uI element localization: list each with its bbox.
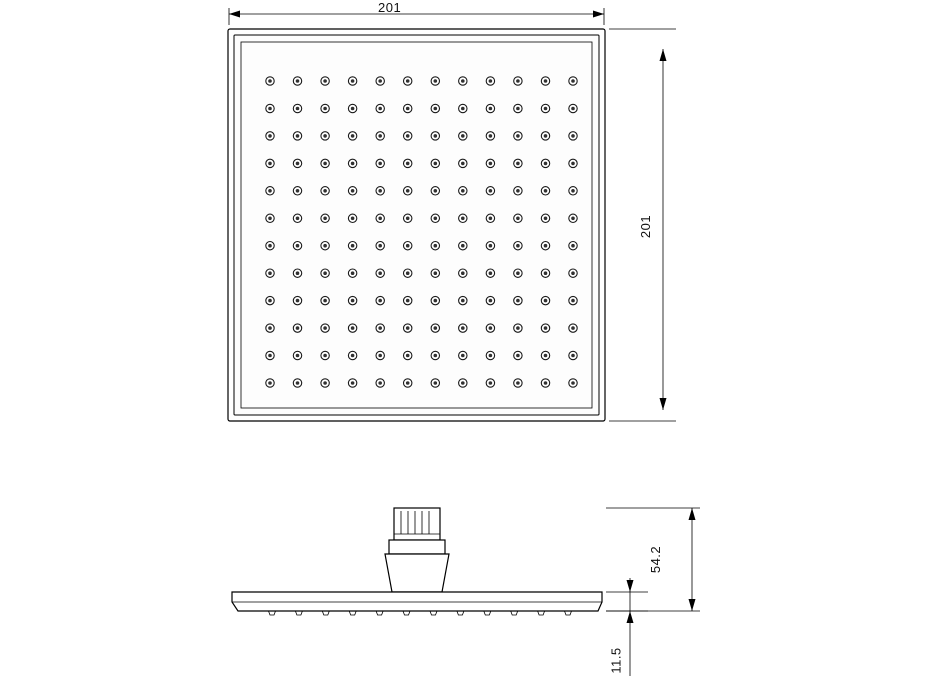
nozzle-hole xyxy=(461,107,465,111)
nozzle-hole xyxy=(516,217,520,221)
nozzle-hole xyxy=(378,189,382,193)
nozzle-hole xyxy=(544,217,548,221)
nozzle-hole xyxy=(406,79,410,83)
nozzle-hole xyxy=(323,326,327,330)
nozzle-hole xyxy=(544,271,548,275)
nozzle-hole xyxy=(571,79,575,83)
nozzle-hole xyxy=(544,326,548,330)
nozzle-hole xyxy=(571,299,575,303)
nozzle-hole xyxy=(351,381,355,385)
nozzle-hole xyxy=(489,244,493,248)
nozzle-hole xyxy=(571,217,575,221)
arrow-depth-top xyxy=(689,508,696,520)
nozzle-hole xyxy=(378,162,382,166)
nozzle-hole xyxy=(323,217,327,221)
nozzle-hole xyxy=(461,134,465,138)
arrow-width-right xyxy=(593,11,604,18)
nozzle-hole xyxy=(378,217,382,221)
nozzle-hole xyxy=(571,189,575,193)
nozzle-hole xyxy=(378,107,382,111)
nozzle-hole xyxy=(378,134,382,138)
nozzle-hole xyxy=(461,162,465,166)
nozzle-hole xyxy=(489,217,493,221)
nozzle-hole xyxy=(351,189,355,193)
nozzle-hole xyxy=(544,354,548,358)
nozzle-hole xyxy=(489,271,493,275)
nozzle-hole xyxy=(434,354,438,358)
nozzle-hole xyxy=(351,244,355,248)
nozzle-hole xyxy=(351,326,355,330)
arrow-thickness-top xyxy=(627,580,634,592)
nozzle-hole xyxy=(323,271,327,275)
nozzle-hole xyxy=(434,299,438,303)
nozzle-hole xyxy=(571,244,575,248)
nozzle-hole xyxy=(516,79,520,83)
nozzle-hole xyxy=(378,354,382,358)
nozzle-hole xyxy=(323,107,327,111)
nozzle-hole xyxy=(406,326,410,330)
nozzle-hole xyxy=(268,354,272,358)
arrow-thickness-bottom xyxy=(627,611,634,623)
nozzle-hole xyxy=(434,107,438,111)
nozzle-hole xyxy=(434,134,438,138)
nozzle-hole xyxy=(516,354,520,358)
nozzle-hole xyxy=(351,79,355,83)
side-stem xyxy=(385,554,449,592)
arrow-width-left xyxy=(229,11,240,18)
nozzle-hole xyxy=(516,271,520,275)
nozzle-hole xyxy=(571,354,575,358)
nozzle-hole xyxy=(296,244,300,248)
nozzle-hole xyxy=(378,271,382,275)
nozzle-hole xyxy=(434,244,438,248)
nozzle-hole xyxy=(323,162,327,166)
nozzle-hole xyxy=(406,217,410,221)
nozzle-hole xyxy=(296,381,300,385)
nozzle-hole xyxy=(351,217,355,221)
nozzle-hole xyxy=(461,299,465,303)
nozzle-hole xyxy=(296,271,300,275)
nozzle-hole xyxy=(571,271,575,275)
nozzle-hole xyxy=(571,107,575,111)
nozzle-hole xyxy=(461,79,465,83)
nozzle-hole xyxy=(489,189,493,193)
nozzle-hole xyxy=(378,299,382,303)
nozzle-hole xyxy=(544,162,548,166)
nozzle-hole xyxy=(323,244,327,248)
nozzle-hole xyxy=(351,107,355,111)
nozzle-hole xyxy=(434,271,438,275)
nozzle-hole xyxy=(351,354,355,358)
nozzle-hole xyxy=(378,244,382,248)
nozzle-hole xyxy=(434,381,438,385)
nozzle-hole xyxy=(296,189,300,193)
arrow-depth-bottom xyxy=(689,599,696,611)
nozzle-hole xyxy=(406,107,410,111)
dimension-label-height: 201 xyxy=(638,214,654,239)
nozzle-hole xyxy=(516,381,520,385)
nozzle-hole xyxy=(434,326,438,330)
nozzle-hole xyxy=(406,162,410,166)
nozzle-hole xyxy=(296,162,300,166)
nozzle-hole xyxy=(544,79,548,83)
dimension-label-thickness: 11.5 xyxy=(608,647,624,674)
arrow-height-top xyxy=(660,49,667,61)
nozzle-hole xyxy=(516,134,520,138)
nozzle-hole xyxy=(378,381,382,385)
nozzle-hole xyxy=(323,381,327,385)
nozzle-hole xyxy=(489,134,493,138)
nozzle-hole xyxy=(323,299,327,303)
arrow-height-bottom xyxy=(660,398,667,410)
nozzle-hole xyxy=(296,299,300,303)
nozzle-hole xyxy=(571,326,575,330)
nozzle-hole xyxy=(406,354,410,358)
dimension-label-width: 201 xyxy=(378,0,402,15)
nozzle-hole xyxy=(489,299,493,303)
nozzle-hole xyxy=(516,244,520,248)
nozzle-hole xyxy=(323,79,327,83)
nozzle-hole xyxy=(571,381,575,385)
side-view-group xyxy=(232,508,602,615)
nozzle-hole xyxy=(489,326,493,330)
nozzle-hole xyxy=(351,299,355,303)
nozzle-hole xyxy=(544,381,548,385)
nozzle-hole xyxy=(489,354,493,358)
nozzle-hole xyxy=(351,271,355,275)
nozzle-hole xyxy=(489,381,493,385)
nozzle-hole xyxy=(461,244,465,248)
nozzle-hole xyxy=(489,162,493,166)
nozzle-hole xyxy=(296,134,300,138)
nozzle-hole xyxy=(461,217,465,221)
nozzle-hole xyxy=(516,107,520,111)
nozzle-hole xyxy=(461,354,465,358)
nozzle-hole xyxy=(296,217,300,221)
nozzle-hole xyxy=(406,271,410,275)
nozzle-hole xyxy=(461,326,465,330)
nozzle-hole xyxy=(406,244,410,248)
nozzle-hole xyxy=(544,189,548,193)
dimension-label-depth: 54.2 xyxy=(648,545,664,574)
nozzle-hole xyxy=(268,217,272,221)
nozzle-hole xyxy=(544,299,548,303)
nozzle-hole xyxy=(434,162,438,166)
nozzle-hole xyxy=(571,162,575,166)
nozzle-hole xyxy=(516,326,520,330)
nozzle-hole xyxy=(434,189,438,193)
front-view-group xyxy=(228,29,605,421)
nozzle-hole xyxy=(378,79,382,83)
nozzle-hole xyxy=(268,189,272,193)
nozzle-hole xyxy=(323,134,327,138)
nozzle-hole xyxy=(296,326,300,330)
nozzle-hole xyxy=(571,134,575,138)
nozzle-hole xyxy=(544,244,548,248)
nozzle-hole xyxy=(406,381,410,385)
side-plate-body xyxy=(232,592,602,611)
nozzle-hole xyxy=(268,107,272,111)
nozzle-hole xyxy=(323,354,327,358)
nozzle-hole xyxy=(516,189,520,193)
nozzle-hole xyxy=(296,107,300,111)
nozzle-hole xyxy=(268,79,272,83)
nozzle-hole xyxy=(434,217,438,221)
nozzle-hole xyxy=(268,162,272,166)
nozzle-hole xyxy=(268,244,272,248)
nozzle-hole xyxy=(544,134,548,138)
nozzle-hole xyxy=(296,354,300,358)
nozzle-hole xyxy=(296,79,300,83)
nozzle-hole xyxy=(489,107,493,111)
nozzle-hole xyxy=(406,134,410,138)
nozzle-hole xyxy=(323,189,327,193)
nozzle-hole xyxy=(406,189,410,193)
nozzle-hole xyxy=(268,299,272,303)
nozzle-hole xyxy=(268,381,272,385)
side-collar xyxy=(389,540,445,554)
nozzle-hole xyxy=(268,326,272,330)
nozzle-hole xyxy=(351,134,355,138)
nozzle-hole xyxy=(461,381,465,385)
nozzle-hole xyxy=(489,79,493,83)
nozzle-hole xyxy=(461,189,465,193)
nozzle-hole xyxy=(516,299,520,303)
nozzle-hole xyxy=(406,299,410,303)
nozzle-hole xyxy=(268,271,272,275)
nozzle-hole xyxy=(268,134,272,138)
nozzle-hole xyxy=(351,162,355,166)
nozzle-hole xyxy=(461,271,465,275)
nozzle-hole xyxy=(378,326,382,330)
nozzle-hole xyxy=(434,79,438,83)
nozzle-hole xyxy=(516,162,520,166)
nozzle-hole xyxy=(544,107,548,111)
